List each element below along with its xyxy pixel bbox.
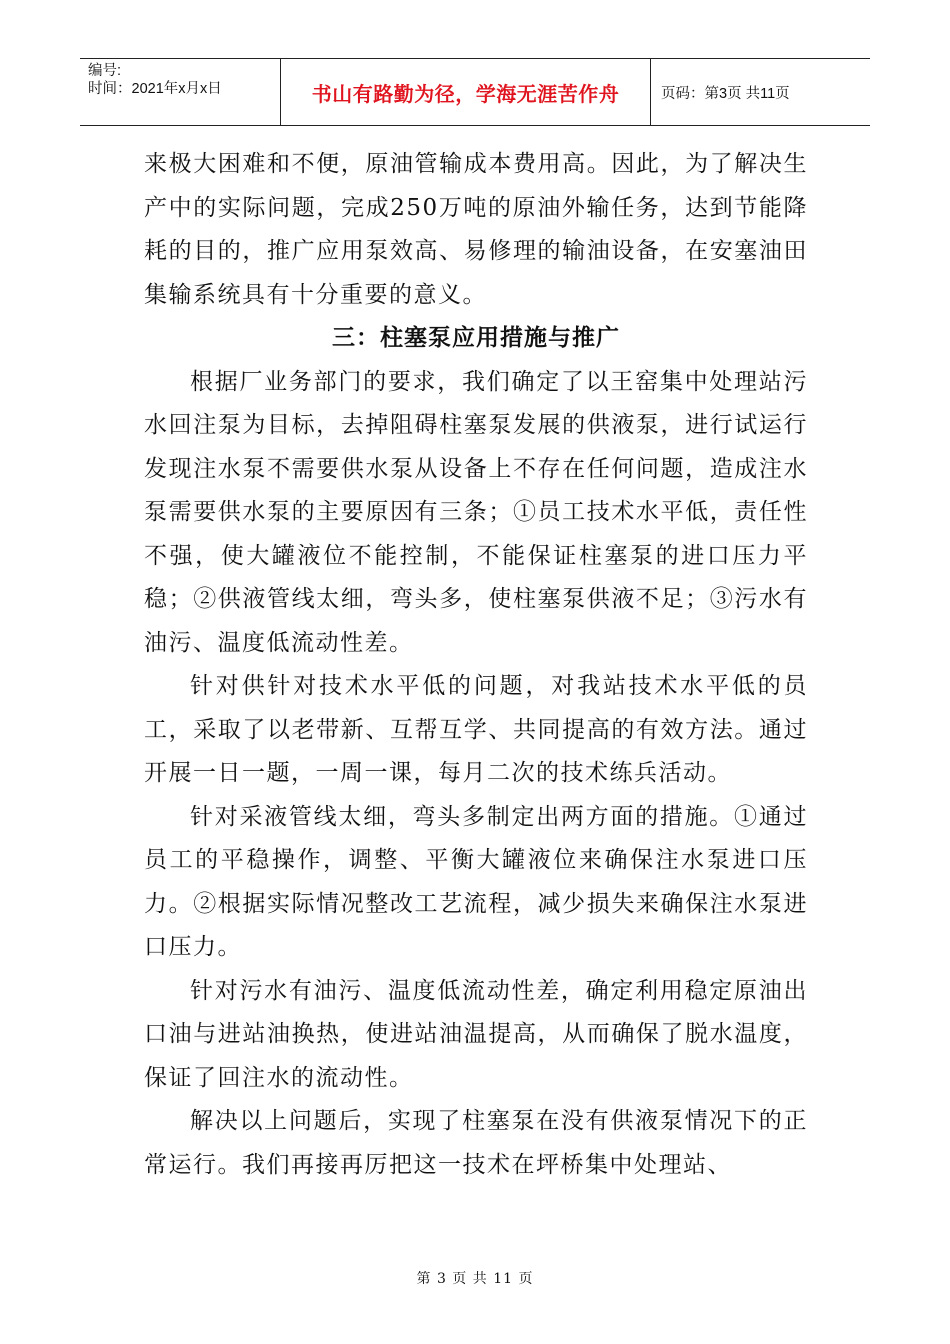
header-meta (80, 59, 281, 125)
page-footer: 第 3 页 共 11 页 (416, 1271, 534, 1287)
document-body (144, 143, 808, 1187)
paragraph: 针对供针对技术水平低的问题，对我站技术水平低的员工，采取了以老带新、互帮互学、共同提高的有效方法。通过开展一日一题，一周一课，每月二次的技术练兵活动。 (144, 673, 808, 786)
paragraph: 根据厂业务部门的要求，我们确定了以王窑集中处理站污水回注泵为目标，去掉阻碍柱塞泵发展的供液泵，进行试运行发现注水泵不需要供水泵从设备上不存在任何问题，造成注水泵需要供水泵的主要原因有三条；①员工技术水平低，责任性不强，使大罐液位不能控制，不能保证柱塞泵的进口压力平稳；②供液管线太细，弯头多，使柱塞泵供液不足；③污水有油污、温度低流动性差。 (144, 368, 808, 656)
paragraph: 解决以上问题后，实现了柱塞泵在没有供液泵情况下的正常运行。我们再接再厉把这一技术在坪桥集中处理站、 (144, 1108, 808, 1178)
header-page-number: 页码：第3页 共11页 (661, 85, 790, 102)
section-heading: 三：柱塞泵应用措施与推广 (332, 325, 620, 351)
header-motto: 书山有路勤为径，学海无涯苦作舟 (311, 81, 620, 106)
header-motto-cell (281, 59, 651, 125)
paragraph: 针对采液管线太细，弯头多制定出两方面的措施。①通过员工的平稳操作，调整、平衡大罐液位来确保注水泵进口压力。②根据实际情况整改工艺流程，减少损失来确保注水泵进口压力。 (144, 803, 808, 960)
header-page-cell (651, 59, 870, 125)
page-header (80, 58, 870, 126)
document-date-label: 时间：2021年x月x日 (88, 81, 222, 97)
paragraph-continuation: 来极大困难和不便，原油管输成本费用高。因此，为了解决生产中的实际问题，完成250万吨的原油外输任务，达到节能降耗的目的，推广应用泵效高、易修理的输油设备，在安塞油田集输系统具有十分重要的意义。 (144, 151, 808, 308)
document-number-label: 编号: (88, 63, 122, 79)
paragraph: 针对污水有油污、温度低流动性差，确定利用稳定原油出口油与进站油换热，使进站油温提高，从而确保了脱水温度，保证了回注水的流动性。 (144, 977, 808, 1091)
